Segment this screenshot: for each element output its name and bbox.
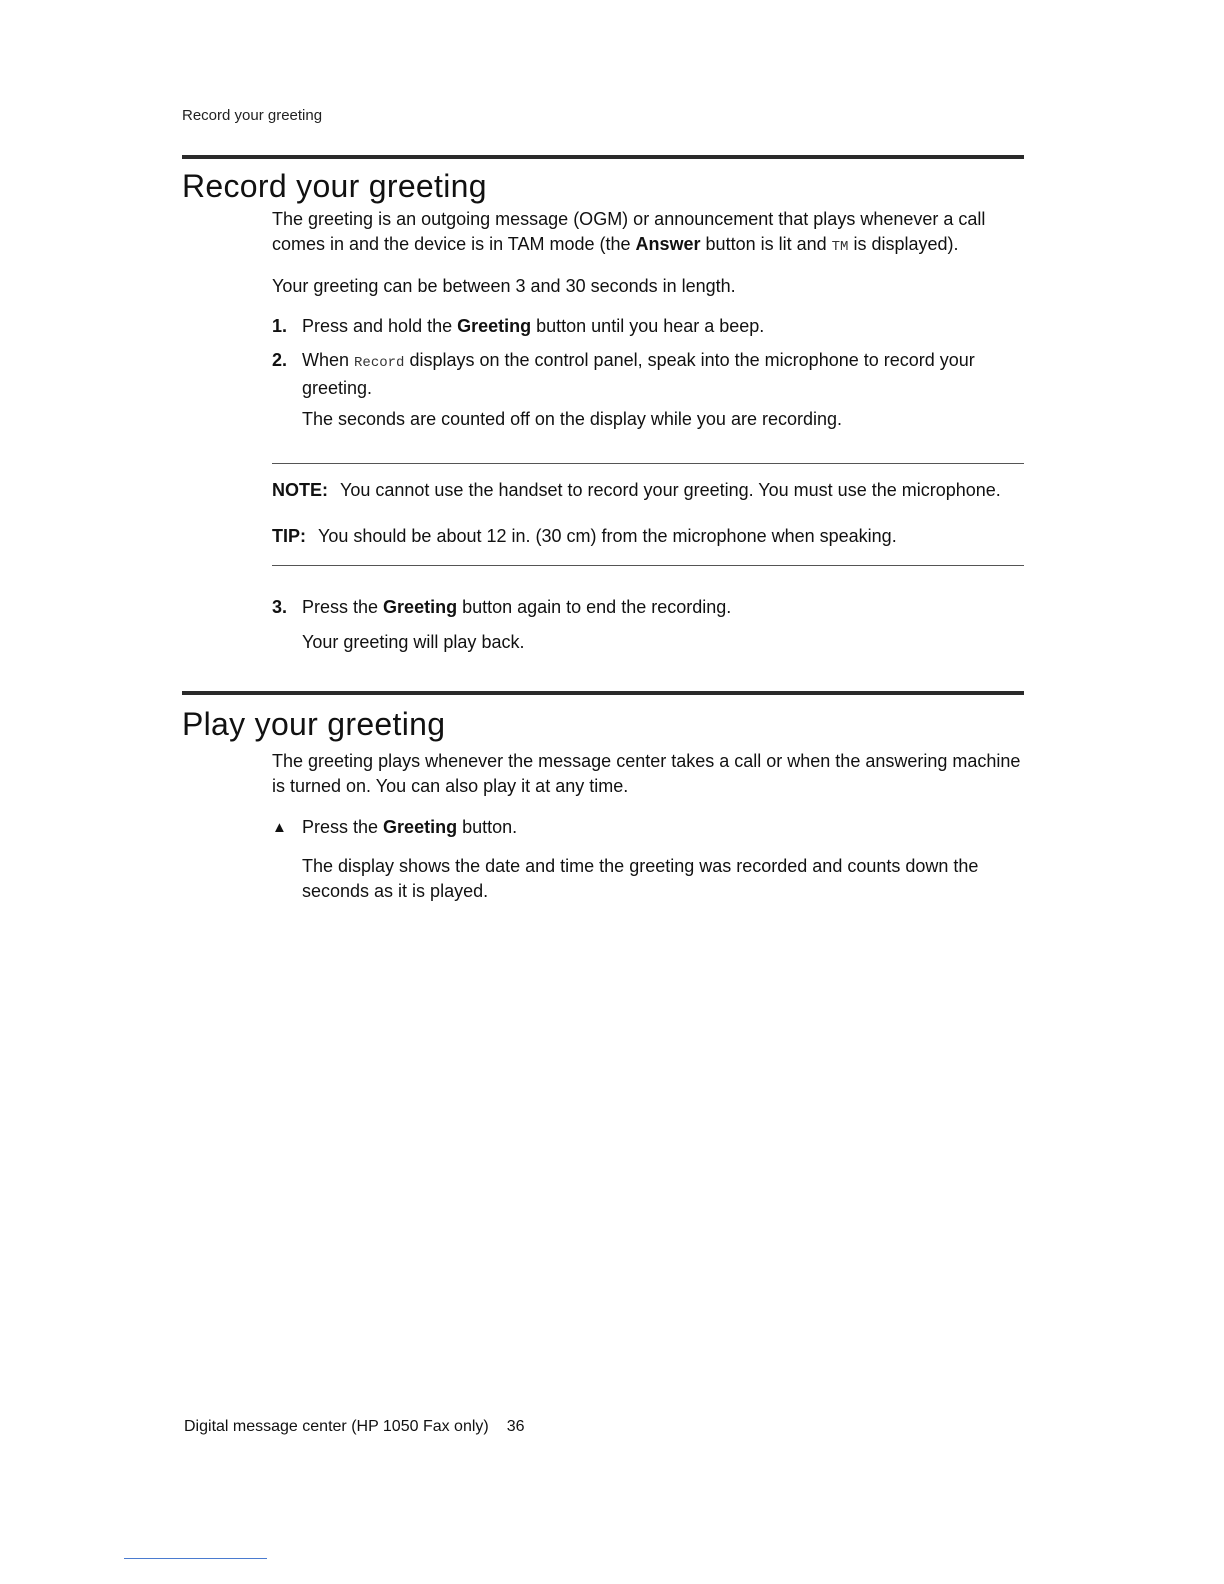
page-number: 36 [506,1418,525,1435]
note-rule-bottom [272,565,1024,566]
step-text: Press and hold the Greeting button until you hear a beep. [302,316,765,336]
step-number: 2. [272,350,288,370]
note-text: You cannot use the handset to record your greeting. You must use the microphone. [340,480,1001,500]
page-footer [184,1418,525,1436]
tm-display-code: TM [831,239,849,255]
step-number: 1. [272,316,288,336]
section-title-record: Record your greeting [182,168,487,204]
intro-paragraph: The greeting is an outgoing message (OGM) or announcement that plays whenever a call comes in and the device is in TAM mode (the Answer button is lit and TM is displayed). [272,209,986,255]
step-2-detail: The seconds are counted off on the display while you are recording. [302,409,842,429]
answer-button-label: Answer [635,234,701,254]
bottom-edge-line [124,1558,267,1559]
footer-text: Digital message center (HP 1050 Fax only) [184,1418,489,1435]
step-text: Press the Greeting button again to end the recording. [302,597,732,617]
section-rule-play [182,691,1024,695]
tip-label: TIP: [272,526,306,546]
play-step-text: Press the Greeting button. [302,817,518,837]
note-rule-top [272,463,1024,464]
section-rule-top [182,155,1024,159]
tip [272,524,1032,549]
triangle-bullet-icon: ▲ [272,819,287,836]
play-step-detail: The display shows the date and time the greeting was recorded and counts down the seconds as it is played. [302,856,979,901]
running-header: Record your greeting [182,107,323,124]
note [272,478,1032,503]
section-title-play: Play your greeting [182,706,446,742]
record-display-code: Record [354,355,405,371]
play-intro-paragraph: The greeting plays whenever the message center takes a call or when the answering machine is turned on. You can also play it at any time. [272,751,1021,796]
note-label: NOTE: [272,480,328,500]
step-number: 3. [272,597,288,617]
step-text: When Record displays on the control panel, speak into the microphone to record your greeting. [302,350,975,398]
length-paragraph: Your greeting can be between 3 and 30 seconds in length. [272,276,736,296]
step-3-detail: Your greeting will play back. [302,632,525,652]
tip-text: You should be about 12 in. (30 cm) from the microphone when speaking. [318,526,897,546]
